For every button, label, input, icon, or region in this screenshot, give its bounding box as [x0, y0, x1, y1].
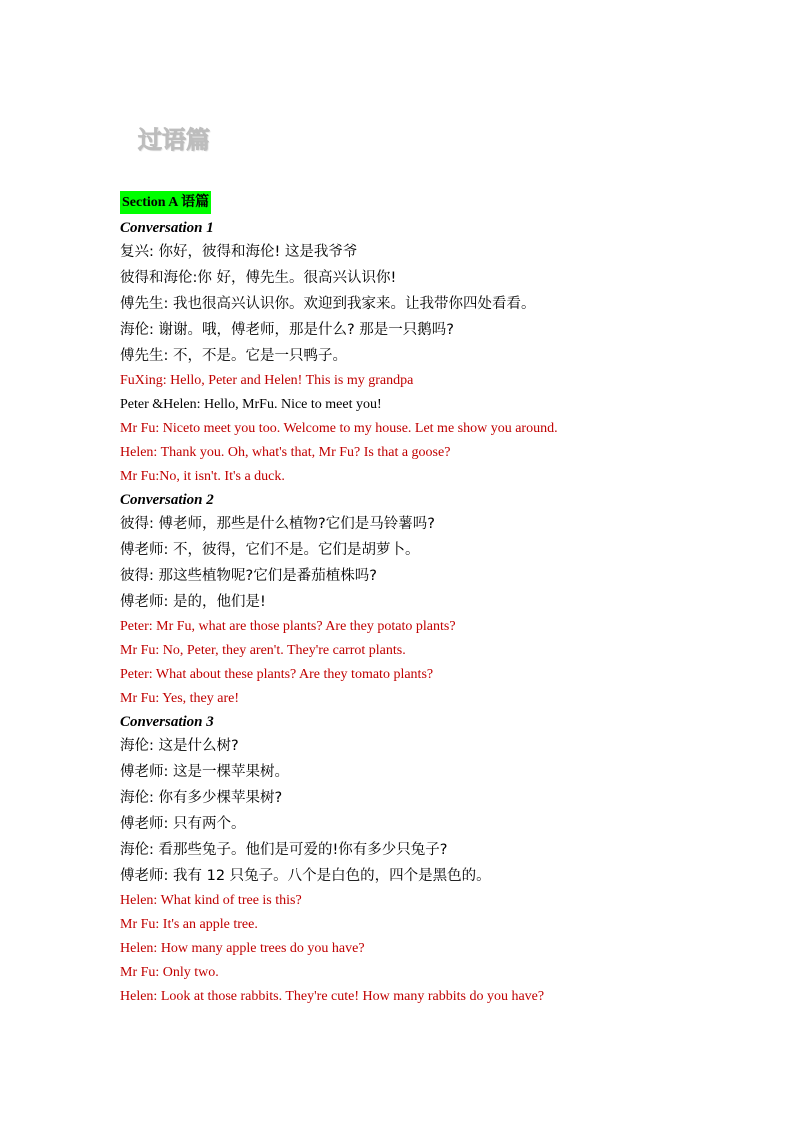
dialogue-line-en: Mr Fu: Niceto meet you too. Welcome to my house. Let me show you around.: [120, 421, 558, 436]
dialogue-line-zh: 海伦: 这是什么树?: [120, 738, 239, 754]
dialogue-line-en: Peter: Mr Fu, what are those plants? Are they potato plants?: [120, 619, 456, 634]
dialogue-line-zh: 傅先生: 我也很高兴认识你。欢迎到我家来。让我带你四处看看。: [120, 296, 536, 312]
dialogue-line-en: Helen: Look at those rabbits. They're cute! How many rabbits do you have?: [120, 989, 545, 1004]
conversation-3: [120, 711, 680, 1009]
dialogue-line-zh: 彼得: 那这些植物呢?它们是番茄植株吗?: [120, 568, 377, 584]
dialogue-line-zh: 傅老师: 这是一棵苹果树。: [120, 764, 289, 780]
conversation-1: [120, 217, 680, 489]
page-title: 过语篇: [138, 126, 210, 154]
dialogue-line-zh: 傅老师: 我有 12 只兔子。八个是白色的，四个是黑色的。: [120, 868, 491, 884]
dialogue-line-en: FuXing: Hello, Peter and Helen! This is my grandpa: [120, 373, 414, 388]
dialogue-line-en: Peter &Helen: Hello, MrFu. Nice to meet you!: [120, 397, 382, 412]
dialogue-line-zh: 海伦: 看那些兔子。他们是可爱的!你有多少只兔子?: [120, 842, 448, 858]
dialogue-line-en: Peter: What about these plants? Are they tomato plants?: [120, 667, 434, 682]
section-label: Section A 语篇: [120, 191, 211, 214]
conversation-heading: Conversation 1: [120, 220, 214, 236]
dialogue-line-zh: 彼得和海伦:你 好，傅先生。很高兴认识你!: [120, 270, 397, 286]
conversation-2: [120, 489, 680, 711]
dialogue-line-zh: 海伦: 谢谢。哦，傅老师，那是什么? 那是一只鹅吗?: [120, 322, 454, 338]
dialogue-line-en: Mr Fu: No, Peter, they aren't. They're carrot plants.: [120, 643, 406, 658]
dialogue-line-en: Mr Fu: Only two.: [120, 965, 219, 980]
dialogue-line-en: Mr Fu: Yes, they are!: [120, 691, 239, 706]
conversation-heading: Conversation 3: [120, 714, 214, 730]
dialogue-line-zh: 傅先生: 不，不是。它是一只鸭子。: [120, 348, 347, 364]
dialogue-line-en: Mr Fu:No, it isn't. It's a duck.: [120, 469, 285, 484]
dialogue-line-zh: 彼得: 傅老师，那些是什么植物?它们是马铃薯吗?: [120, 516, 435, 532]
dialogue-line-zh: 海伦: 你有多少棵苹果树?: [120, 790, 283, 806]
dialogue-line-zh: 傅老师: 只有两个。: [120, 816, 246, 832]
dialogue-line-en: Helen: How many apple trees do you have?: [120, 941, 365, 956]
conversation-heading: Conversation 2: [120, 492, 214, 508]
dialogue-line-en: Helen: Thank you. Oh, what's that, Mr Fu? Is that a goose?: [120, 445, 451, 460]
dialogue-line-en: Helen: What kind of tree is this?: [120, 893, 302, 908]
dialogue-line-zh: 复兴: 你好，彼得和海伦! 这是我爷爷: [120, 244, 358, 260]
dialogue-line-en: Mr Fu: It's an apple tree.: [120, 917, 258, 932]
document-body: [120, 191, 680, 1009]
dialogue-line-zh: 傅老师: 是的，他们是!: [120, 594, 266, 610]
dialogue-line-zh: 傅老师: 不，彼得，它们不是。它们是胡萝卜。: [120, 542, 420, 558]
